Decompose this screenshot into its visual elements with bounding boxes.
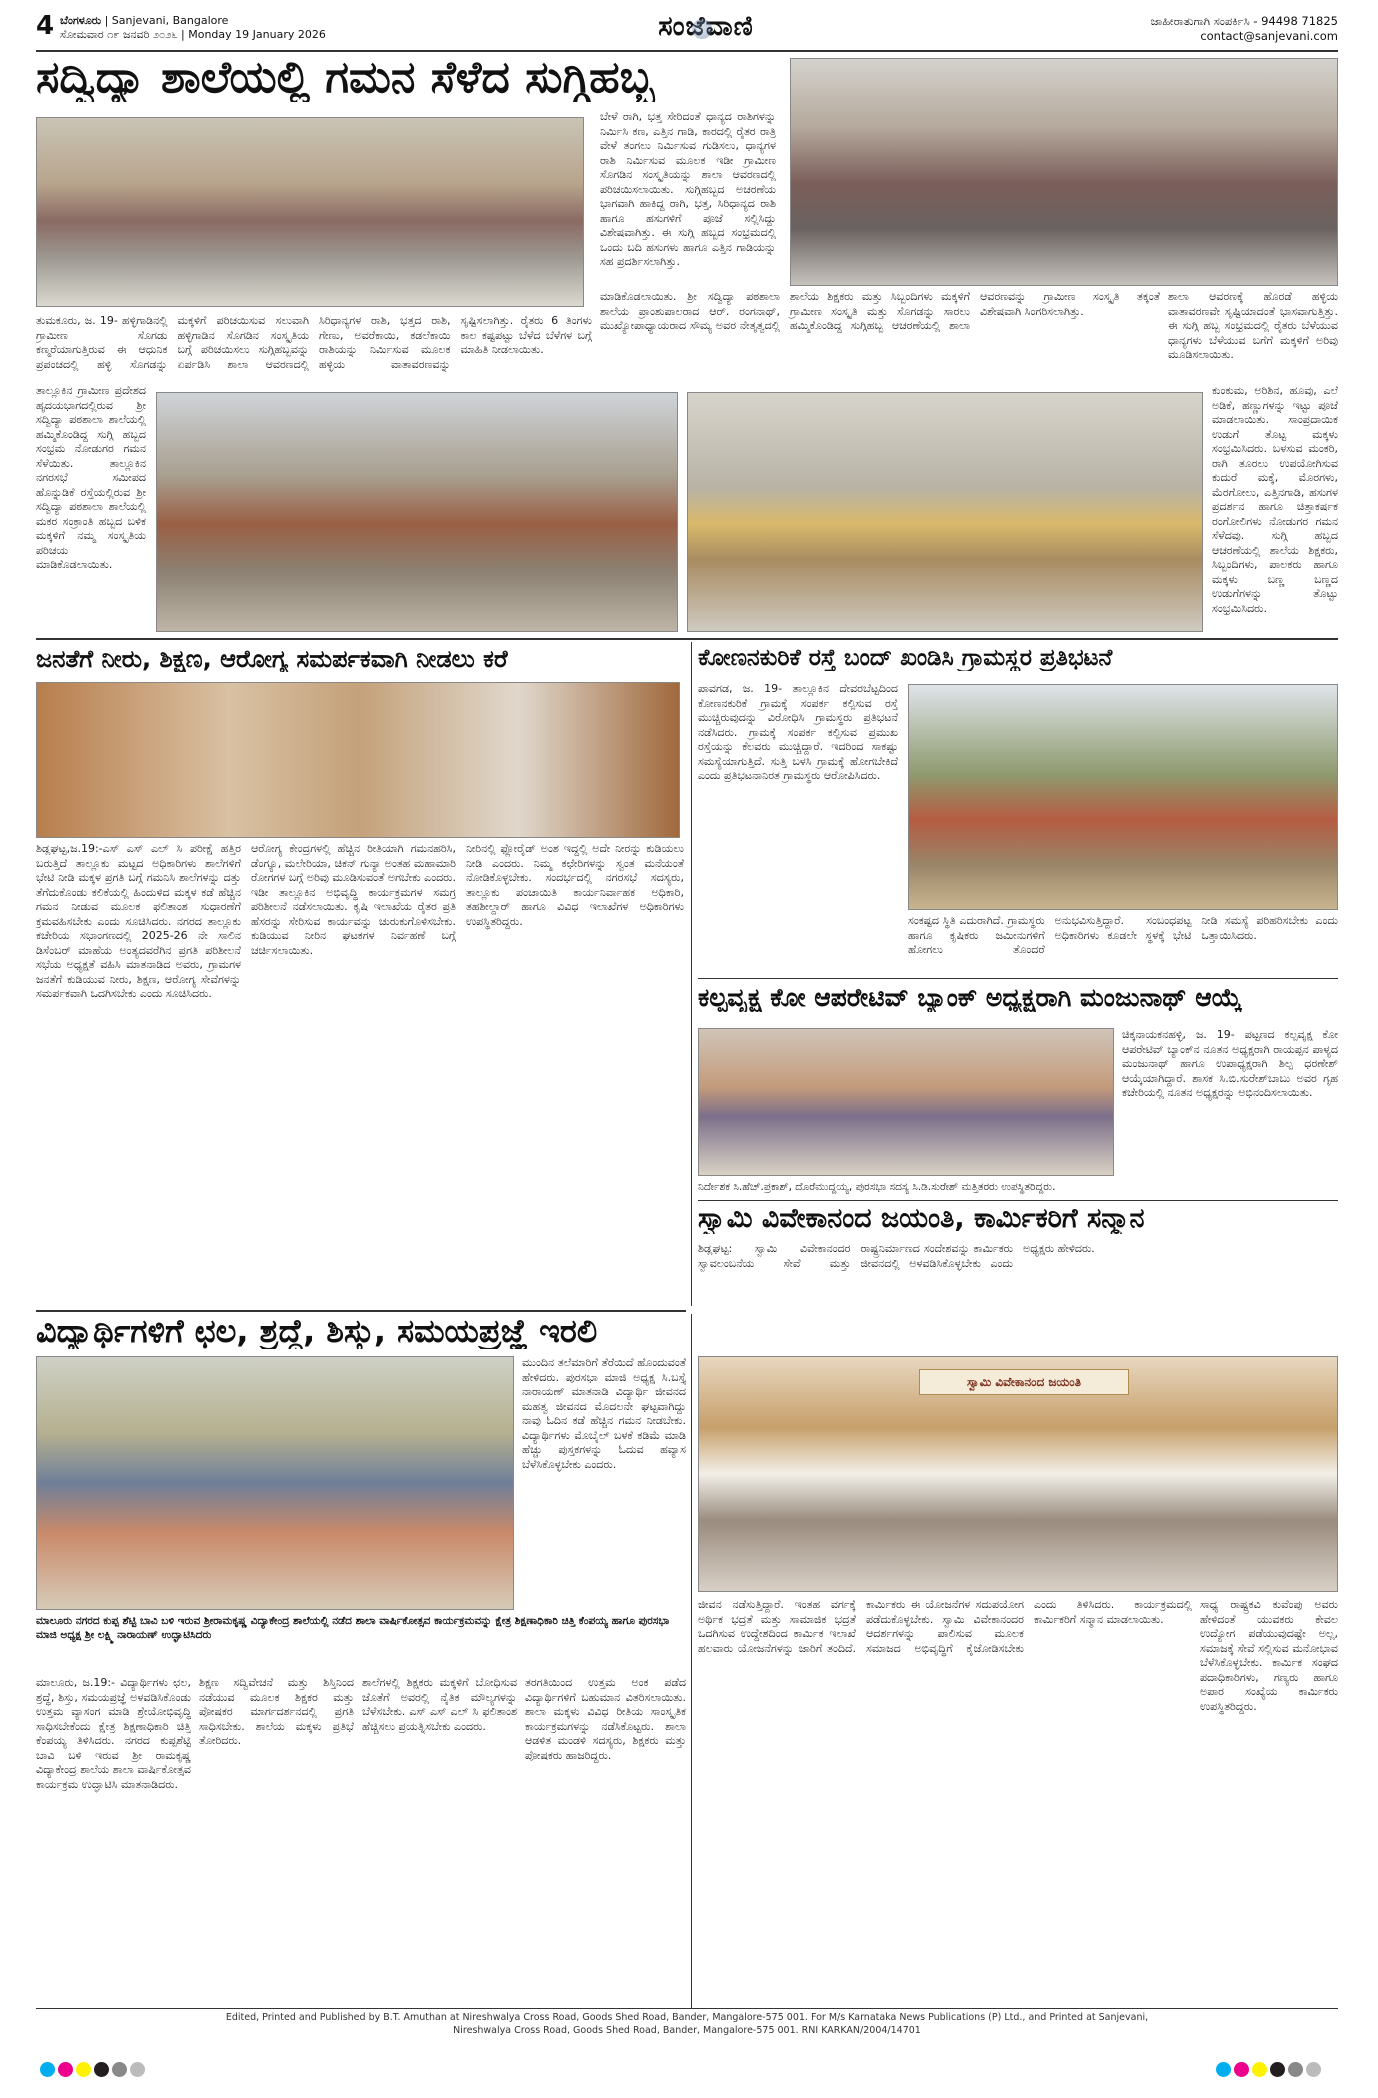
registration-dots-right (1216, 2062, 1324, 2081)
contact-email[interactable]: contact@sanjevani.com (1200, 29, 1338, 43)
edition-label: Sanjevani, Bangalore (111, 14, 229, 27)
story5-body3: ಸಾಧ್ಯ ರಾಷ್ಟ್ರಕವಿ ಕುವೆಂಪು ಅವರು ಹೇಳಿದಂತೆ ಯುವಕರು ಕೇವಲ ಉದ್ಯೋಗ ಪಡೆಯುವುದಷ್ಟೇ ಅಲ್ಲ, ಸಮಾಜಕ್ಕೆ ಸೇವೆ ಸಲ್ಲಿಸುವ ಮನೋಭಾವ ಬೆಳೆಸಿಕೊಳ್ಳಬೇಕು. ಕಾರ್ಮಿಕ ಸಂಘದ ಪದಾಧಿಕಾರಿಗಳು, ಗಣ್ಯರು ಹಾಗೂ ಅಪಾರ ಸಂಖ್ಯೆಯ ಕಾರ್ಮಿಕರು ಉಪಸ್ಥಿತರಿದ್ದರು. (1200, 1598, 1338, 1713)
footer-divider (36, 2008, 1338, 2009)
story3-body2: ಸಂಕಷ್ಟದ ಸ್ಥಿತಿ ಎದುರಾಗಿದೆ. ಗ್ರಾಮಸ್ಥರು ಹಾಗೂ ಕೃಷಿಕರು ಜಮೀನುಗಳಿಗೆ ಹೋಗಲು ತೊಂದರೆ ಅನುಭವಿಸುತ್ತಿದ್ದಾರೆ. ಸಂಬಂಧಪಟ್ಟ ಅಧಿಕಾರಿಗಳು ಕೂಡಲೇ ಸ್ಥಳಕ್ಕೆ ಭೇಟಿ ನೀಡಿ ಸಮಸ್ಯೆ ಪರಿಹರಿಸಬೇಕು ಎಂದು ಒತ್ತಾಯಿಸಿದರು. (908, 914, 1338, 956)
story1-body1: ಬೇಳೆ ರಾಗಿ, ಭತ್ತ ಸೇರಿದಂತೆ ಧಾನ್ಯದ ರಾಶಿಗಳನ್ನು ನಿರ್ಮಿಸಿ ಕಣ, ಎತ್ತಿನ ಗಾಡಿ, ಕಾರದಲ್ಲಿ ರೈತರ ರಾತ್ರಿ ವೇಳೆ ತಂಗಲು ನಿರ್ಮಿಸುವ ಗುಡಿಸಲು, ಧಾನ್ಯಗಳ ರಾಶಿ ನಿರ್ಮಿಸುವ ಮೂಲಕ ಇಡೀ ಗ್ರಾಮೀಣ ಸೊಗಡಿನ ಸಂಸ್ಕೃತಿಯನ್ನು ಶಾಲಾ ಆವರಣದಲ್ಲಿ ಪರಿಚಯಿಸಲಾಯಿತು. ಸುಗ್ಗಿಹಬ್ಬದ ಅಚರಣೆಯ ಭಾಗವಾಗಿ ಹಾಕಿದ್ದ ರಾಗಿ, ಭತ್ತ, ಸಿರಿಧಾನ್ಯದ ರಾಶಿ ಹಾಗೂ ಹಸುಗಳಿಗೆ ಪೂಜೆ ಸಲ್ಲಿಸಿದ್ದು ವಿಶೇಷವಾಗಿತ್ತು. ಈ ಸುಗ್ಗಿ ಹಬ್ಬದ ಸಂಭ್ರಮದಲ್ಲಿ ಒಂದು ಬದಿ ಹಸುಗಳು ಹಾಗೂ ಎತ್ತಿನ ಗಾಡಿಯನ್ನು ಸಹ ಪ್ರದರ್ಶಿಸಲಾಗಿತ್ತು. (600, 110, 776, 268)
story1-body4: ಶಾಲಾ ಆವರಣಕ್ಕೆ ಹೊರಡೆ ಹಳ್ಳಿಯ ವಾತಾವರಣವೇ ಸೃಷ್ಟಿಯಾದಂತೆ ಭಾಸವಾಗುತ್ತಿತ್ತು. ಈ ಸುಗ್ಗಿ ಹಬ್ಬ ಸಂಭ್ರಮದಲ್ಲಿ ರೈತರು ಬೆಳೆಯುವ ಧಾನ್ಯಗಳು ಬೆಳೆಯುವ ಬಗೆಗೆ ಮಕ್ಕಳಿಗೆ ಅರಿವು ಮೂಡಿಸಲಾಯಿತು. (1168, 290, 1338, 361)
story1-photo-hut (156, 392, 678, 632)
story6-photo-inauguration (36, 1356, 514, 1610)
divider-1 (36, 638, 1338, 640)
story4-caption: ನಿರ್ದೇಶಕ ಸಿ.ಹೆಚ್.ಪ್ರಕಾಶ್, ದೊರೆಮುದ್ದಯ್ಯ, ಪುರಸಭಾ ಸದಸ್ಯ ಸಿ.ಡಿ.ಸುರೇಶ್ ಮತ್ತಿತರರು ಉಪಸ್ಥಿತರಿದ್ದರು. (698, 1181, 1056, 1193)
registration-dots-left (40, 2062, 148, 2081)
vertical-divider (691, 642, 692, 1306)
story5-body1: ಶಿಡ್ಲಘಟ್ಟ: ಸ್ವಾಮಿ ವಿವೇಕಾನಂದರ ಸ್ವಾವಲಂಬನೆಯ ಸೇವೆ ಮತ್ತು ರಾಷ್ಟ್ರನಿರ್ಮಾಣದ ಸಂದೇಶವನ್ನು ಕಾರ್ಮಿಕರು ಜೀವನದಲ್ಲಿ ಅಳವಡಿಸಿಕೊಳ್ಳಬೇಕು ಎಂದು ಅಧ್ಯಕ್ಷರು ಹೇಳಿದರು. (698, 1242, 1095, 1270)
imprint (36, 2011, 1338, 2037)
imprint-line1: Edited, Printed and Published by B.T. Amuthan at Nireshwalya Cross Road, Goods Shed Road, Bander, Mangalore-575 001. For M/s Karnataka News Publications (P) Ltd., and Printed at Sanjevani, (225, 2012, 1149, 2023)
story6-body1: ಮಾಲೂರು, ಜ.19:- ವಿದ್ಯಾರ್ಥಿಗಳು ಛಲ, ಶ್ರದ್ಧೆ, ಶಿಸ್ತು, ಸಮಯಪ್ರಜ್ಞೆ ಅಳವಡಿಸಿಕೊಂಡು ಉತ್ತಮ ವ್ಯಾಸಂಗ ಮಾಡಿ ಶ್ರೇಯೋಭಿವೃದ್ಧಿ ಸಾಧಿಸಬೇಕೆಂದು ಕ್ಷೇತ್ರ ಶಿಕ್ಷಣಾಧಿಕಾರಿ ಚಿತ್ತಿ ಕೆಂಪಯ್ಯ ತಿಳಿಸಿದರು. ನಗರದ ಕುಪ್ಪಶೆಟ್ಟಿ ಬಾವಿ ಬಳಿ ಇರುವ ಶ್ರೀ ರಾಮಕೃಷ್ಣ ವಿದ್ಯಾಕೇಂದ್ರ ಶಾಲೆಯ ಶಾಲಾ ವಾರ್ಷಿಕೋತ್ಸವ ಕಾರ್ಯಕ್ರಮ ಉದ್ಘಾಟಿಸಿ ಮಾತನಾಡಿದರು. (36, 1676, 191, 1791)
story2-photo-meeting (36, 682, 680, 838)
light-grey-dot (130, 2062, 145, 2077)
vertical-divider-2 (691, 1314, 692, 2008)
grey-dot (112, 2062, 127, 2077)
black-dot (94, 2062, 109, 2077)
story6-side-text: ಮುಂದಿನ ತಲೆಮಾರಿಗೆ ತೆರೆಯಿದೆ ಹೊಂದುವಂತೆ ಹೇಳಿದರು. ಪುರಸಭಾ ಮಾಜಿ ಅಧ್ಯಕ್ಷ ಸಿ.ಬಸ್ತೈ ನಾರಾಯಣ್ ಮಾತನಾಡಿ ವಿದ್ಯಾರ್ಥಿ ಜೀವನದ ಮಹತ್ವ ಜೀವನದ ಮೊದಲನೇ ಘಟ್ಟವಾಗಿದ್ದು ನಾವು ಓದಿನ ಕಡೆ ಹೆಚ್ಚಿನ ಗಮನ ನೀಡಬೇಕು. ವಿದ್ಯಾರ್ಥಿಗಳು ಮೊಬೈಲ್ ಬಳಕೆ ಕಡಿಮೆ ಮಾಡಿ ಹೆಚ್ಚು ಪುಸ್ತಕಗಳನ್ನು ಓದುವ ಹವ್ಯಾಸ ಬೆಳೆಸಿಕೊಳ್ಳಬೇಕು ಎಂದರು. (522, 1356, 686, 1471)
yellow-dot (1252, 2062, 1267, 2077)
date-kannada: ಸೋಮವಾರ ೧೯ ಜನವರಿ ೨೦೨೬ (60, 28, 178, 41)
ad-contact: ಜಾಹೀರಾತುಗಾಗಿ ಸಂಪರ್ಕಿಸಿ - 94498 71825 (1150, 14, 1338, 28)
story5-headline: ಸ್ವಾಮಿ ವಿವೇಕಾನಂದ ಜಯಂತಿ, ಕಾರ್ಮಿಕರಿಗೆ ಸನ್ಮಾನ (698, 1204, 1145, 1234)
story3-headline: ಕೋಣನಕುರಿಕೆ ರಸ್ತೆ ಬಂದ್ ಖಂಡಿಸಿ ಗ್ರಾಮಸ್ಥರ ಪ್ರತಿಭಟನೆ (698, 646, 1113, 671)
story1-photo-crowd (790, 58, 1338, 286)
magenta-dot (1234, 2062, 1249, 2077)
story6-body4: ತರಗತಿಯಿಂದ ಉತ್ತಮ ಅಂಕ ಪಡೆದ ವಿದ್ಯಾರ್ಥಿಗಳಿಗೆ ಬಹುಮಾನ ವಿತರಿಸಲಾಯಿತು. ಶಾಲಾ ಮಕ್ಕಳು ವಿವಿಧ ರೀತಿಯ ಸಾಂಸ್ಕೃತಿಕ ಕಾರ್ಯಕ್ರಮಗಳನ್ನು ನಡೆಸಿಕೊಟ್ಟರು. ಶಾಲಾ ಆಡಳಿತ ಮಂಡಳಿ ಸದಸ್ಯರು, ಶಿಕ್ಷಕರು ಮತ್ತು ಪೋಷಕರು ಹಾಜರಿದ್ದರು. (525, 1676, 686, 1762)
story2-body3: ನೀರಿನಲ್ಲಿ ಫ್ಲೋರೈಡ್ ಅಂಶ ಇದ್ದಲ್ಲಿ ಅದೇ ನೀರನ್ನು ಕುಡಿಯಲು ನೀಡಿ ಎಂದರು. ನಿಮ್ಮ ಕಛೇರಿಗಳನ್ನು ಸ್ವಂತ ಮನೆಯಂತೆ ನೋಡಿಕೊಳ್ಳಬೇಕು. ಸಂದರ್ಭದಲ್ಲಿ ನಗರಸಭೆ ಸದಸ್ಯರು, ತಾಲ್ಲೂಕು ಪಂಚಾಯಿತಿ ಕಾರ್ಯನಿರ್ವಾಹಕ ಅಧಿಕಾರಿ, ತಹಶೀಲ್ದಾರ್ ಹಾಗೂ ವಿವಿಧ ಇಲಾಖೆಗಳ ಅಧಿಕಾರಿಗಳು ಉಪಸ್ಥಿತರಿದ್ದರು. (466, 842, 684, 928)
story4-photo-bank (698, 1028, 1114, 1176)
cyan-dot (40, 2062, 55, 2077)
story2-headline: ಜನತೆಗೆ ನೀರು, ಶಿಕ್ಷಣ, ಆರೋಗ್ಯ ಸಮರ್ಪಕವಾಗಿ ನೀಡಲು ಕರೆ (36, 646, 508, 673)
light-grey-dot (1306, 2062, 1321, 2077)
divider-3 (698, 1200, 1338, 1201)
story1-headline: ಸದ್ವಿದ್ಯಾ ಶಾಲೆಯಲ್ಲಿ ಗಮನ ಸೆಳೆದ ಸುಗ್ಗಿಹಬ್ಬ (36, 54, 655, 103)
story6-body3: ಶಾಲೆಗಳಲ್ಲಿ ಶಿಕ್ಷಕರು ಮಕ್ಕಳಿಗೆ ಬೋಧಿಸುವ ಜೊತೆಗೆ ಅವರಲ್ಲಿ ನೈತಿಕ ಮೌಲ್ಯಗಳನ್ನು ಬೆಳೆಸಬೇಕು. ಎಸ್ ಎಸ್ ಎಲ್ ಸಿ ಫಲಿತಾಂಶ ಹೆಚ್ಚಿಸಲು ಪ್ರಯತ್ನಿಸಬೇಕು ಎಂದರು. (362, 1676, 517, 1733)
grey-dot (1288, 2062, 1303, 2077)
globe-icon (692, 19, 712, 39)
cyan-dot (1216, 2062, 1231, 2077)
story4-body: ಚಿಕ್ಕನಾಯಕನಹಳ್ಳಿ, ಜ. 19- ಪಟ್ಟಣದ ಕಲ್ಪವೃಕ್ಷ ಕೋ ಆಪರೇಟಿವ್ ಬ್ಯಾಂಕ್‌ನ ನೂತನ ಅಧ್ಯಕ್ಷರಾಗಿ ರಾಯಪ್ಪನ ಪಾಳ್ಯದ ಮಂಜುನಾಥ್ ಹಾಗೂ ಉಪಾಧ್ಯಕ್ಷರಾಗಿ ಶಿಲ್ಪ ಧರಣೇಶ್ ಆಯ್ಕೆಯಾಗಿದ್ದಾರೆ. ಶಾಸಕ ಸಿ.ಬಿ.ಸುರೇಶ್‌ಬಾಬು ಅವರ ಗೃಹ ಕಚೇರಿಯಲ್ಲಿ ನೂತನ ಅಧ್ಯಕ್ಷರನ್ನು ಅಭಿನಂದಿಸಲಾಯಿತು. (1122, 1028, 1338, 1099)
masthead-right-info (1151, 14, 1338, 44)
city-label: ಬೆಂಗಳೂರು (60, 14, 102, 27)
story4-headline: ಕಲ್ಪವೃಕ್ಷ ಕೋ ಆಪರೇಟಿವ್ ಬ್ಯಾಂಕ್ ಅಧ್ಯಕ್ಷರಾಗಿ ಮಂಜುನಾಥ್ ಆಯ್ಕೆ (698, 984, 1242, 1012)
masthead-divider (36, 50, 1338, 52)
story6-caption: ಮಾಲೂರು ನಗರದ ಕುಪ್ಪ ಶೆಟ್ಟಿ ಬಾವಿ ಬಳಿ ಇರುವ ಶ್ರೀರಾಮಕೃಷ್ಣ ವಿದ್ಯಾಕೇಂದ್ರ ಶಾಲೆಯಲ್ಲಿ ನಡೆದ ಶಾಲಾ ವಾರ್ಷಿಕೋತ್ಸವ ಕಾರ್ಯಕ್ರಮವನ್ನು ಕ್ಷೇತ್ರ ಶಿಕ್ಷಣಾಧಿಕಾರಿ ಚಿತ್ತಿ ಕೆಂಪಯ್ಯ ಹಾಗೂ ಪುರಸಭಾ ಮಾಜಿ ಅಧ್ಯಕ್ಷ ಶ್ರೀ ಲಕ್ಷ್ಮಿ ನಾರಾಯಣ್ ಉದ್ಘಾಟಿಸಿದರು (36, 1615, 670, 1641)
masthead (36, 10, 1338, 50)
story1-body6: ಕುಂಕುಮ, ಅರಿಶಿನ, ಹೂವು, ಎಲೆ ಅಡಿಕೆ, ಹಣ್ಣುಗಳನ್ನು ಇಟ್ಟು ಪೂಜೆ ಮಾಡಲಾಯಿತು. ಸಾಂಪ್ರದಾಯಿಕ ಉಡುಗೆ ತೊಟ್ಟ ಮಕ್ಕಳು ಸಂಭ್ರಮಿಸಿದರು. ಬಳಸುವ ಮಂಕರಿ, ರಾಗಿ ತೂರಲು ಉಪಯೋಗಿಸುವ ಕುದುರೆ ಮಕ್ಕೆ, ಮೊರಗಳು, ಮೆರಗೋಲು, ಎತ್ತಿನಗಾಡಿ, ಹಸುಗಳ ಪ್ರದರ್ಶನ ಹಾಗೂ ಚಿತ್ತಾಕರ್ಷಕ ರಂಗೋಲಿಗಳು ನೋಡುಗರ ಗಮನ ಸೆಳೆದವು. ಸುಗ್ಗಿ ಹಬ್ಬದ ಆಚರಣೆಯಲ್ಲಿ ಶಾಲೆಯ ಶಿಕ್ಷಕರು, ಸಿಬ್ಬಂದಿಗಳು, ಪಾಲಕರು ಹಾಗೂ ಮಕ್ಕಳು ಬಣ್ಣ ಬಣ್ಣದ ಉಡುಗೆಗಳನ್ನು ತೊಟ್ಟು ಸಂಭ್ರಮಿಸಿದರು. (1212, 384, 1338, 615)
date-english: Monday 19 January 2026 (188, 28, 326, 41)
story3-photo-protest (908, 684, 1338, 910)
yellow-dot (76, 2062, 91, 2077)
story3-body1: ಪಾವಗಡ, ಜ. 19- ತಾಲ್ಲೂಕಿನ ದೇವರಬೆಟ್ಟದಿಂದ ಕೋಣನಕುರಿಕೆ ಗ್ರಾಮಕ್ಕೆ ಸಂಪರ್ಕ ಕಲ್ಪಿಸುವ ರಸ್ತೆ ಮುಚ್ಚಿರುವುದನ್ನು ವಿರೋಧಿಸಿ ಗ್ರಾಮಸ್ಥರು ಪ್ರತಿಭಟನೆ ನಡೆಸಿದರು. ಗ್ರಾಮಕ್ಕೆ ಸಂಪರ್ಕ ಕಲ್ಪಿಸುವ ಪ್ರಮುಖ ರಸ್ತೆಯನ್ನು ಕೆಲವರು ಮುಚ್ಚಿದ್ದಾರೆ. ಇದರಿಂದ ಸಾಕಷ್ಟು ಸಮಸ್ಯೆಯಾಗುತ್ತಿದೆ. ಸುತ್ತಿ ಬಳಸಿ ಗ್ರಾಮಕ್ಕೆ ಹೋಗಬೇಕಿದೆ ಎಂದು ಪ್ರತಿಭಟನಾನಿರತ ಗ್ರಾಮಸ್ಥರು ಆರೋಪಿಸಿದರು. (698, 682, 898, 782)
story1-body5: ತಾಲ್ಲೂಕಿನ ಗ್ರಾಮೀಣ ಪ್ರದೇಶದ ಹೃದಯಭಾಗದಲ್ಲಿರುವ ಶ್ರೀ ಸದ್ವಿದ್ಯಾ ಪಠಶಾಲಾ ಶಾಲೆಯಲ್ಲಿ ಹಮ್ಮಿಕೊಂಡಿದ್ದ ಸುಗ್ಗಿ ಹಬ್ಬದ ಸಂಭ್ರಮ ನೋಡುಗರ ಗಮನ ಸೆಳೆಯಿತು. ತಾಲ್ಲೂಕಿನ ನಗರಸಭೆ ಸಮೀಪದ ಹೊನ್ನುಡಿಕೆ ರಸ್ತೆಯಲ್ಲಿರುವ ಶ್ರೀ ಸದ್ವಿದ್ಯಾ ಪಠಶಾಲಾ ಶಾಲೆಯಲ್ಲಿ ಮಕರ ಸಂಕ್ರಾಂತಿ ಹಬ್ಬದ ಬಳಿಕ ಮಕ್ಕಳಿಗೆ ನಮ್ಮ ಸಂಸ್ಕೃತಿಯ ಪರಿಚಯ ಮಾಡಿಕೊಡಲಾಯಿತು. (36, 384, 146, 571)
divider-4 (36, 1310, 686, 1312)
story5-body2: ಜೀವನ ನಡೆಸುತ್ತಿದ್ದಾರೆ. ಇಂತಹ ವರ್ಗಕ್ಕೆ ಅರ್ಥಿಕ ಭದ್ರತೆ ಮತ್ತು ಸಾಮಾಜಿಕ ಭದ್ರತೆ ಒದಗಿಸುವ ಉದ್ದೇಶದಿಂದ ಕಾರ್ಮಿಕ ಇಲಾಖೆ ಹಲವಾರು ಯೋಜನೆಗಳನ್ನು ಜಾರಿಗೆ ತಂದಿದೆ. ಕಾರ್ಮಿಕರು ಈ ಯೋಜನೆಗಳ ಸದುಪಯೋಗ ಪಡೆದುಕೊಳ್ಳಬೇಕು. ಸ್ವಾಮಿ ವಿವೇಕಾನಂದರ ಆದರ್ಶಗಳನ್ನು ಪಾಲಿಸುವ ಮೂಲಕ ಸಮಾಜದ ಅಭಿವೃದ್ಧಿಗೆ ಕೈಜೋಡಿಸಬೇಕು ಎಂದು ತಿಳಿಸಿದರು. ಕಾರ್ಯಕ್ರಮದಲ್ಲಿ ಕಾರ್ಮಿಕರಿಗೆ ಸನ್ಮಾನ ಮಾಡಲಾಯಿತು. (698, 1598, 1192, 1655)
story1-body3: ಮಾಡಿಕೊಡಲಾಯಿತು. ಶ್ರೀ ಸದ್ವಿದ್ಯಾ ಪಠಶಾಲಾ ಶಾಲೆಯ ಪ್ರಾಂಶುಪಾಲರಾದ ಆರ್. ರಂಗನಾಥ್, ಮುಖ್ಯೋಪಾಧ್ಯಾಯರಾದ ಸೌಮ್ಯ ಅವರ ನೇತೃತ್ವದಲ್ಲಿ ಶಾಲೆಯ ಶಿಕ್ಷಕರು ಮತ್ತು ಸಿಬ್ಬಂದಿಗಳು ಮಕ್ಕಳಿಗೆ ಗ್ರಾಮೀಣ ಸಂಸ್ಕೃತಿ ಮತ್ತು ಸೊಗಡನ್ನು ಸಾರಲು ಹಮ್ಮಿಕೊಂಡಿದ್ದ ಸುಗ್ಗಿಹಬ್ಬ ಆಚರಣೆಯಲ್ಲಿ ಶಾಲಾ ಆವರಣವನ್ನು ಗ್ರಾಮೀಣ ಸಂಸ್ಕೃತಿ ತಕ್ಕಂತೆ ವಿಶೇಷವಾಗಿ ಸಿಂಗರಿಸಲಾಗಿತ್ತು. (600, 290, 1160, 332)
magenta-dot (58, 2062, 73, 2077)
divider-2 (698, 978, 1338, 979)
story1-body2: ತುಮಕೂರು, ಜ. 19- ಹಳ್ಳಿಗಾಡಿನಲ್ಲಿ ಗ್ರಾಮೀಣ ಸೊಗಡು ಕಣ್ಮರೆಯಾಗುತ್ತಿರುವ ಈ ಆಧುನಿಕ ಪ್ರಪಂಚದಲ್ಲಿ ಹಳ್ಳಿ ಸೊಗಡನ್ನು ಮಕ್ಕಳಿಗೆ ಪರಿಚಯಿಸುವ ಸಲುವಾಗಿ ಹಳ್ಳಿಗಾಡಿನ ಸೊಗಡಿನ ಸಂಸ್ಕೃತಿಯ ಬಗ್ಗೆ ಪರಿಚಯಿಸಲು ಸುಗ್ಗಿಹಬ್ಬವನ್ನು ಏರ್ಪಡಿಸಿ ಶಾಲಾ ಆವರಣದಲ್ಲಿ ಸಿರಿಧಾನ್ಯಗಳ ರಾಶಿ, ಭತ್ತದ ರಾಶಿ, ಗೇಣು, ಅವರೆಕಾಯಿ, ಕಡಲೆಕಾಯಿ ರಾಶಿಯನ್ನು ನಿರ್ಮಿಸುವ ಮೂಲಕ ಹಳ್ಳಿಯ ವಾತಾವರಣವನ್ನು ಸೃಷ್ಟಿಸಲಾಗಿತ್ತು. ರೈತರು 6 ತಿಂಗಳು ಕಾಲ ಕಷ್ಟಪಟ್ಟು ಬೆಳೆದ ಬೆಳೆಗಳ ಬಗ್ಗೆ ಮಾಹಿತಿ ನೀಡಲಾಯಿತು. (36, 314, 592, 371)
story1-photo-cart (687, 392, 1203, 632)
story6-headline: ವಿದ್ಯಾರ್ಥಿಗಳಿಗೆ ಛಲ, ಶ್ರದ್ಧೆ, ಶಿಸ್ತು, ಸಮಯಪ್ರಜ್ಞೆ ಇರಲಿ (36, 1314, 598, 1350)
page-number: 4 (36, 11, 55, 41)
black-dot (1270, 2062, 1285, 2077)
story6-body2: ಶಿಕ್ಷಣ ಸದ್ವಿವೇಚನೆ ಮತ್ತು ಶಿಸ್ತಿನಿಂದ ನಡೆಯುವ ಮೂಲಕ ಶಿಕ್ಷಕರ ಮತ್ತು ಪೋಷಕರ ಮಾರ್ಗದರ್ಶನದಲ್ಲಿ ಪ್ರಗತಿ ಸಾಧಿಸಬೇಕು. ಶಾಲೆಯ ಮಕ್ಕಳು ಪ್ರತಿಭೆ ತೋರಿದರು. (199, 1676, 354, 1747)
imprint-line2: Nireshwalya Cross Road, Goods Shed Road, Bander, Mangalore-575 001. RNI KARKAN/2004/14701 (453, 2025, 921, 2036)
newspaper-logo[interactable] (591, 10, 821, 46)
story2-body1: ಶಿಡ್ಲಘಟ್ಟ,ಜ.19:-ಎಸ್ ಎಸ್ ಎಲ್ ಸಿ ಪರೀಕ್ಷೆ ಹತ್ತಿರ ಬರುತ್ತಿದೆ ತಾಲ್ಲೂಕು ಮಟ್ಟದ ಅಧಿಕಾರಿಗಳು ಶಾಲೆಗಳಿಗೆ ಭೇಟಿ ನೀಡಿ ಮಕ್ಕಳ ಪ್ರಗತಿ ಬಗ್ಗೆ ಗಮನಿಸಿ ಶಾಲೆಗಳನ್ನು ದತ್ತು ತೆಗೆದುಕೊಂಡು ಕಲಿಕೆಯಲ್ಲಿ ಹಿಂದುಳಿದ ಮಕ್ಕಳ ಕಡೆ ಹೆಚ್ಚಿನ ಗಮನ ನೀಡುವ ಮೂಲಕ ಫಲಿತಾಂಶ ಸುಧಾರಣೆಗೆ ಕ್ರಮವಹಿಸಬೇಕು ಎಂದು ಸೂಚಿಸಿದರು. ನಗರದ ತಾಲ್ಲೂಕು ಕಚೇರಿಯ ಸಭಾಂಗಣದಲ್ಲಿ 2025-26 ನೇ ಸಾಲಿನ ಡಿಸೆಂಬರ್ ಮಾಹೆಯ ಅಂತ್ಯದವರೆಗಿನ ಪ್ರಗತಿ ಪರಿಶೀಲನೆ ಸಭೆಯ ಅಧ್ಯಕ್ಷತೆ ವಹಿಸಿ ಮಾತನಾಡಿದ ಅವರು, ಗ್ರಾಮಗಳ ಜನತೆಗೆ ಕುಡಿಯುವ ನೀರು, ಶಿಕ್ಷಣ, ಆರೋಗ್ಯ ಸೇವೆಗಳನ್ನು ಸಮರ್ಪಕವಾಗಿ ಒದಗಿಸಬೇಕು ಎಂದು ಸೂಚಿಸಿದರು. (36, 842, 241, 1000)
masthead-left-info: ಬೆಂಗಳೂರು | Sanjevani, Bangalore ಸೋಮವಾರ ೧೯ ಜನವರಿ ೨೦೨೬ | Monday 19 January 2026 (60, 14, 326, 41)
stage-banner: ಸ್ವಾಮಿ ವಿವೇಕಾನಂದ ಜಯಂತಿ (919, 1369, 1129, 1395)
logo-text: ಸಂಜೆವಾಣಿ (658, 11, 754, 42)
story1-photo-group (36, 117, 584, 307)
story2-body2: ಆರೋಗ್ಯ ಕೇಂದ್ರಗಳಲ್ಲಿ ಹೆಚ್ಚಿನ ರೀತಿಯಾಗಿ ಗಮನಹರಿಸಿ, ಡೆಂಗ್ಯೂ, ಮಲೇರಿಯಾ, ಚಿಕನ್ ಗುನ್ಯಾ ಅಂತಹ ಮಹಾಮಾರಿ ರೋಗಗಳ ಬಗ್ಗೆ ಅರಿವು ಮೂಡಿಸುವಂತೆ ಅಗಬೇಕು ಎಂದರು. ಇಡೀ ತಾಲ್ಲೂಕಿನ ಅಭಿವೃದ್ಧಿ ಕಾರ್ಯಕ್ರಮಗಳ ಸಮಗ್ರ ಪರಿಶೀಲನೆ ನಡೆಸಲಾಯಿತು. ಕೃಷಿ ಇಲಾಖೆಯ ರೈತರ ಪ್ರತಿ ಹೆಸರನ್ನು ಸೇರಿಸುವ ಕಾರ್ಯವನ್ನು ಚುರುಕುಗೊಳಿಸಬೇಕು. ಕುಡಿಯುವ ನೀರಿನ ಘಟಕಗಳ ನಿರ್ವಹಣೆ ಬಗ್ಗೆ ಚರ್ಚಿಸಲಾಯಿತು. (251, 842, 456, 957)
story5-photo-stage (698, 1356, 1338, 1592)
